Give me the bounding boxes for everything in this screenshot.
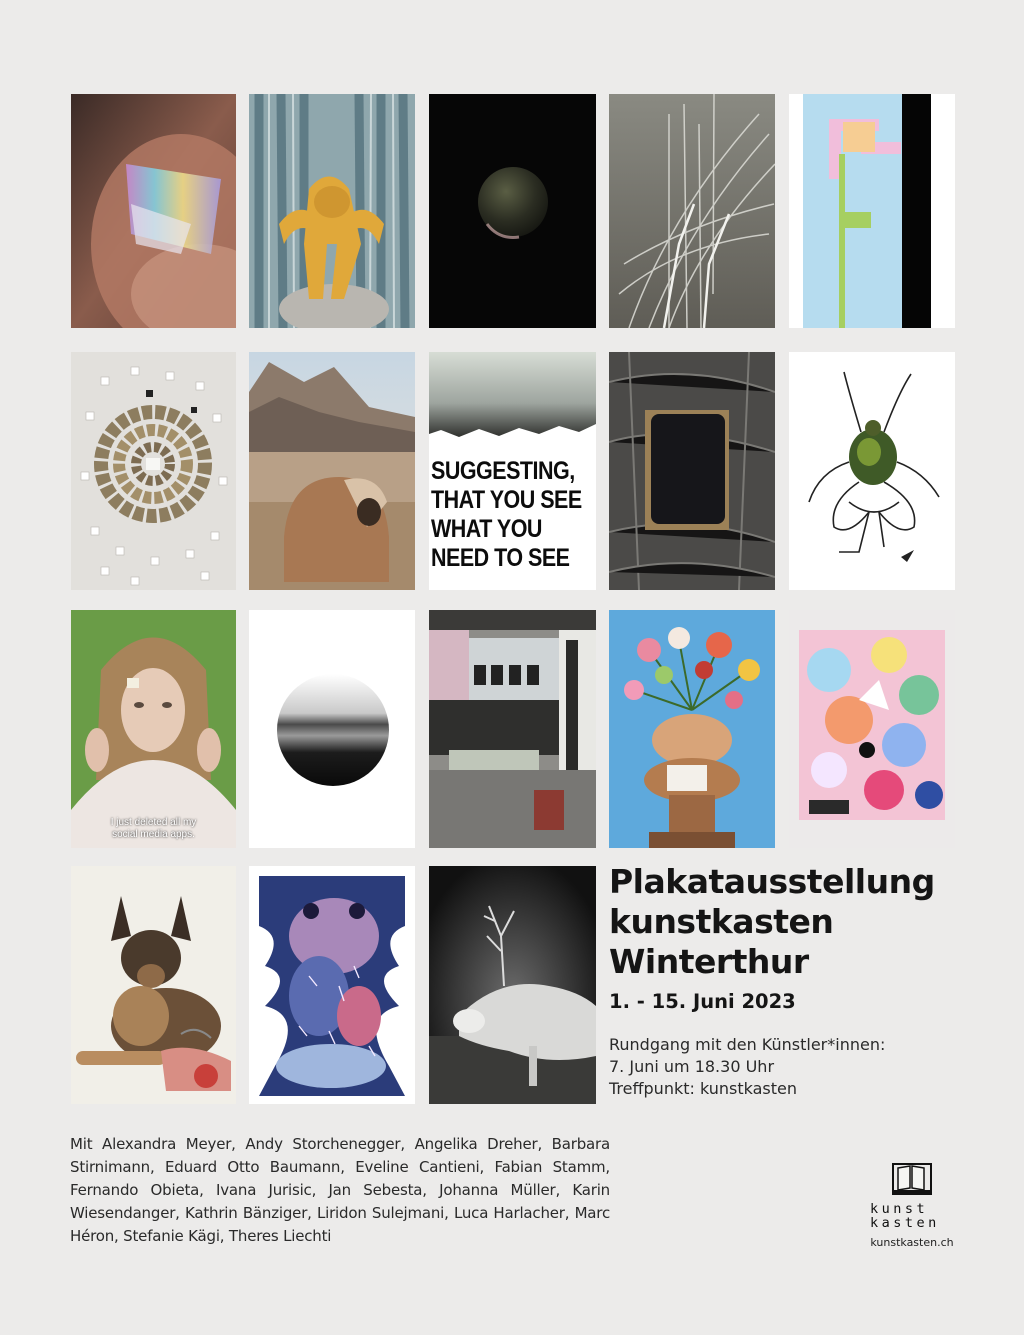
artists-list: Mit Alexandra Meyer, Andy Storchenegger, Angelika Dreher, Barbara Stirnimann, Eduard Otto Baumann, Eveline Cantieni, Fabian Stamm, Fernando Obieta, Ivana Jurisic, Jan Sebesta, Johanna Müller, Karin Wiesendanger, Kathrin Bänziger, Liridon Sulejmani, Luca Harlacher, Marc Héron, Stefanie Kägi, Theres Liechti xyxy=(70,1135,610,1245)
title-line-3: Winterthur xyxy=(609,942,809,981)
artwork-moon-rock xyxy=(429,94,596,328)
book-box-icon xyxy=(890,1160,934,1198)
artwork-yellow-figure-cacti xyxy=(249,94,415,328)
artwork-hand-iridescent xyxy=(71,94,236,328)
tour-info xyxy=(609,1034,1009,1100)
title-line-2: kunstkasten xyxy=(609,902,834,941)
artwork-suggesting-text xyxy=(429,352,596,590)
logo-word-bottom: kasten xyxy=(870,1215,940,1231)
artwork-glass-threads xyxy=(609,94,775,328)
suggest-line-2: THAT YOU SEE xyxy=(431,486,582,514)
artwork-interior-collage xyxy=(429,610,596,848)
artwork-dark-textile xyxy=(609,352,775,590)
website-url: kunstkasten.ch xyxy=(870,1236,954,1249)
artwork-ink-circle xyxy=(249,610,415,848)
video-caption-line-1: I just deleted all my xyxy=(110,817,197,828)
suggest-line-3: WHAT YOU xyxy=(431,515,542,543)
artwork-shepherd-dog xyxy=(71,866,236,1104)
logo-word-top: kunst xyxy=(870,1201,929,1217)
title-line-1: Plakatausstellung xyxy=(609,862,935,901)
tour-line-1: Rundgang mit den Künstler*innen: xyxy=(609,1035,886,1054)
suggest-line-4: NEED TO SEE xyxy=(431,544,570,572)
video-caption-line-2: social media apps. xyxy=(112,829,195,840)
kunstkasten-logo xyxy=(866,1160,958,1249)
artwork-night-deer xyxy=(429,866,596,1104)
artwork-purple-abstract xyxy=(249,866,415,1104)
artwork-stone-spiral xyxy=(71,352,236,590)
tour-line-3: Treffpunkt: kunstkasten xyxy=(609,1079,798,1098)
artwork-desert-hut xyxy=(249,352,415,590)
artwork-flower-vase xyxy=(609,610,775,848)
exhibition-info xyxy=(609,862,1009,1100)
suggest-line-1: SUGGESTING, xyxy=(431,457,575,485)
tour-line-2: 7. Juni um 18.30 Uhr xyxy=(609,1057,775,1076)
artwork-woman-green xyxy=(71,610,236,848)
artwork-insect-wires xyxy=(789,352,955,590)
artwork-cartoon-collage xyxy=(789,610,955,848)
exhibition-dates: 1. - 15. Juni 2023 xyxy=(609,990,796,1013)
artwork-flower-abstract xyxy=(789,94,955,328)
